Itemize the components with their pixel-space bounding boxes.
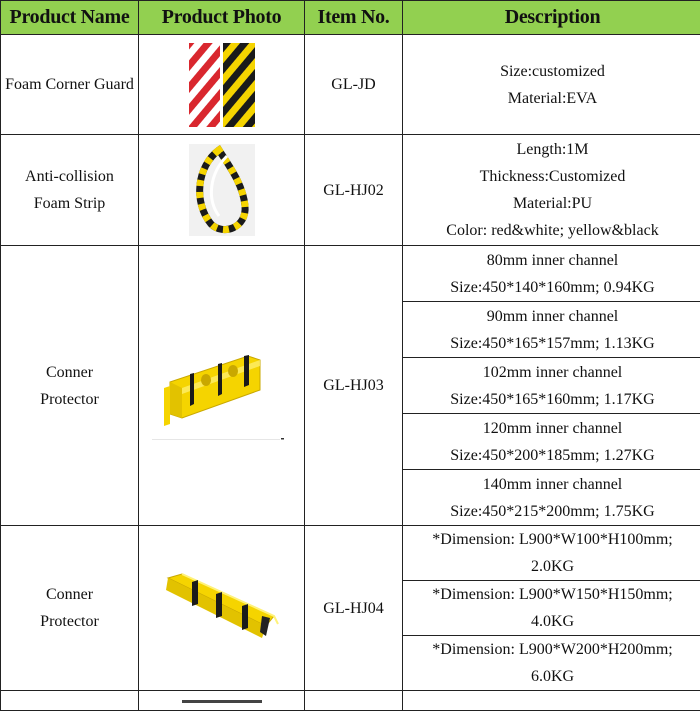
foam-strip-photo [189,144,255,236]
product-photo-cell [139,135,305,246]
item-number: GL-JD [305,35,403,135]
header-product-name: Product Name [1,1,139,35]
product-name-cell [1,526,139,691]
table-row [1,691,700,711]
description-line: Size:customized [403,58,700,85]
product-name-cell [1,246,139,526]
header-description: Description [403,1,700,35]
variant-channel: 120mm inner channel [403,415,700,442]
product-photo-cell [139,246,305,526]
variant-channel: 140mm inner channel [403,471,700,498]
variant-dimension: *Dimension: L900*W100*H100mm; [403,526,700,553]
foam-corner-guard-photo [187,41,257,129]
variant-cell [403,414,700,470]
variant-cell [403,246,700,302]
product-name: Foam Corner Guard [5,76,134,93]
variant-size: Size:450*140*160mm; 0.94KG [403,274,700,301]
variant-cell [403,526,700,581]
description-cell [403,35,700,135]
description-line: Material:PU [403,190,700,217]
variant-dimension: *Dimension: L900*W200*H200mm; [403,636,700,663]
header-item-no: Item No. [305,1,403,35]
product-name-line: Conner [1,581,138,608]
table-row [1,35,700,135]
variant-dimension: *Dimension: L900*W150*H150mm; [403,581,700,608]
variant-size: Size:450*165*157mm; 1.13KG [403,330,700,357]
variant-channel: 90mm inner channel [403,303,700,330]
variant-cell [403,358,700,414]
variant-size: Size:450*165*160mm; 1.17KG [403,386,700,413]
variant-size: Size:450*215*200mm; 1.75KG [403,498,700,525]
corner-protector-photo [152,326,292,446]
product-name-cell [1,35,139,135]
product-photo-cell [139,526,305,691]
product-name-line: Foam Strip [1,190,138,217]
item-number: GL-HJ04 [305,526,403,691]
description-cell [403,135,700,246]
variant-channel: 102mm inner channel [403,359,700,386]
description-line: Thickness:Customized [403,163,700,190]
product-name-cell [1,135,139,246]
description-line: Material:EVA [403,85,700,112]
variant-cell [403,636,700,691]
variant-channel: 80mm inner channel [403,247,700,274]
product-name-line: Conner [1,359,138,386]
variant-size: Size:450*200*185mm; 1.27KG [403,442,700,469]
table-row [1,526,700,581]
variant-weight: 4.0KG [403,608,700,635]
header-product-photo: Product Photo [139,1,305,35]
table-row [1,135,700,246]
variant-cell [403,581,700,636]
product-name-line: Protector [1,608,138,635]
product-name-line: Protector [1,386,138,413]
description-line: Length:1M [403,136,700,163]
product-photo-cell [139,691,305,711]
description-line: Color: red&white; yellow&black [403,217,700,244]
header-row [1,1,700,35]
next-photo-edge [182,700,262,703]
variant-cell [403,302,700,358]
variant-cell [403,470,700,526]
item-number: GL-HJ02 [305,135,403,246]
long-corner-protector-photo [162,568,282,648]
item-number [305,691,403,711]
item-number: GL-HJ03 [305,246,403,526]
variant-weight: 2.0KG [403,553,700,580]
variant-weight: 6.0KG [403,663,700,690]
product-name-line: Anti-collision [1,163,138,190]
table-row [1,246,700,302]
product-name-cell [1,691,139,711]
product-photo-cell [139,35,305,135]
description-cell [403,691,700,711]
